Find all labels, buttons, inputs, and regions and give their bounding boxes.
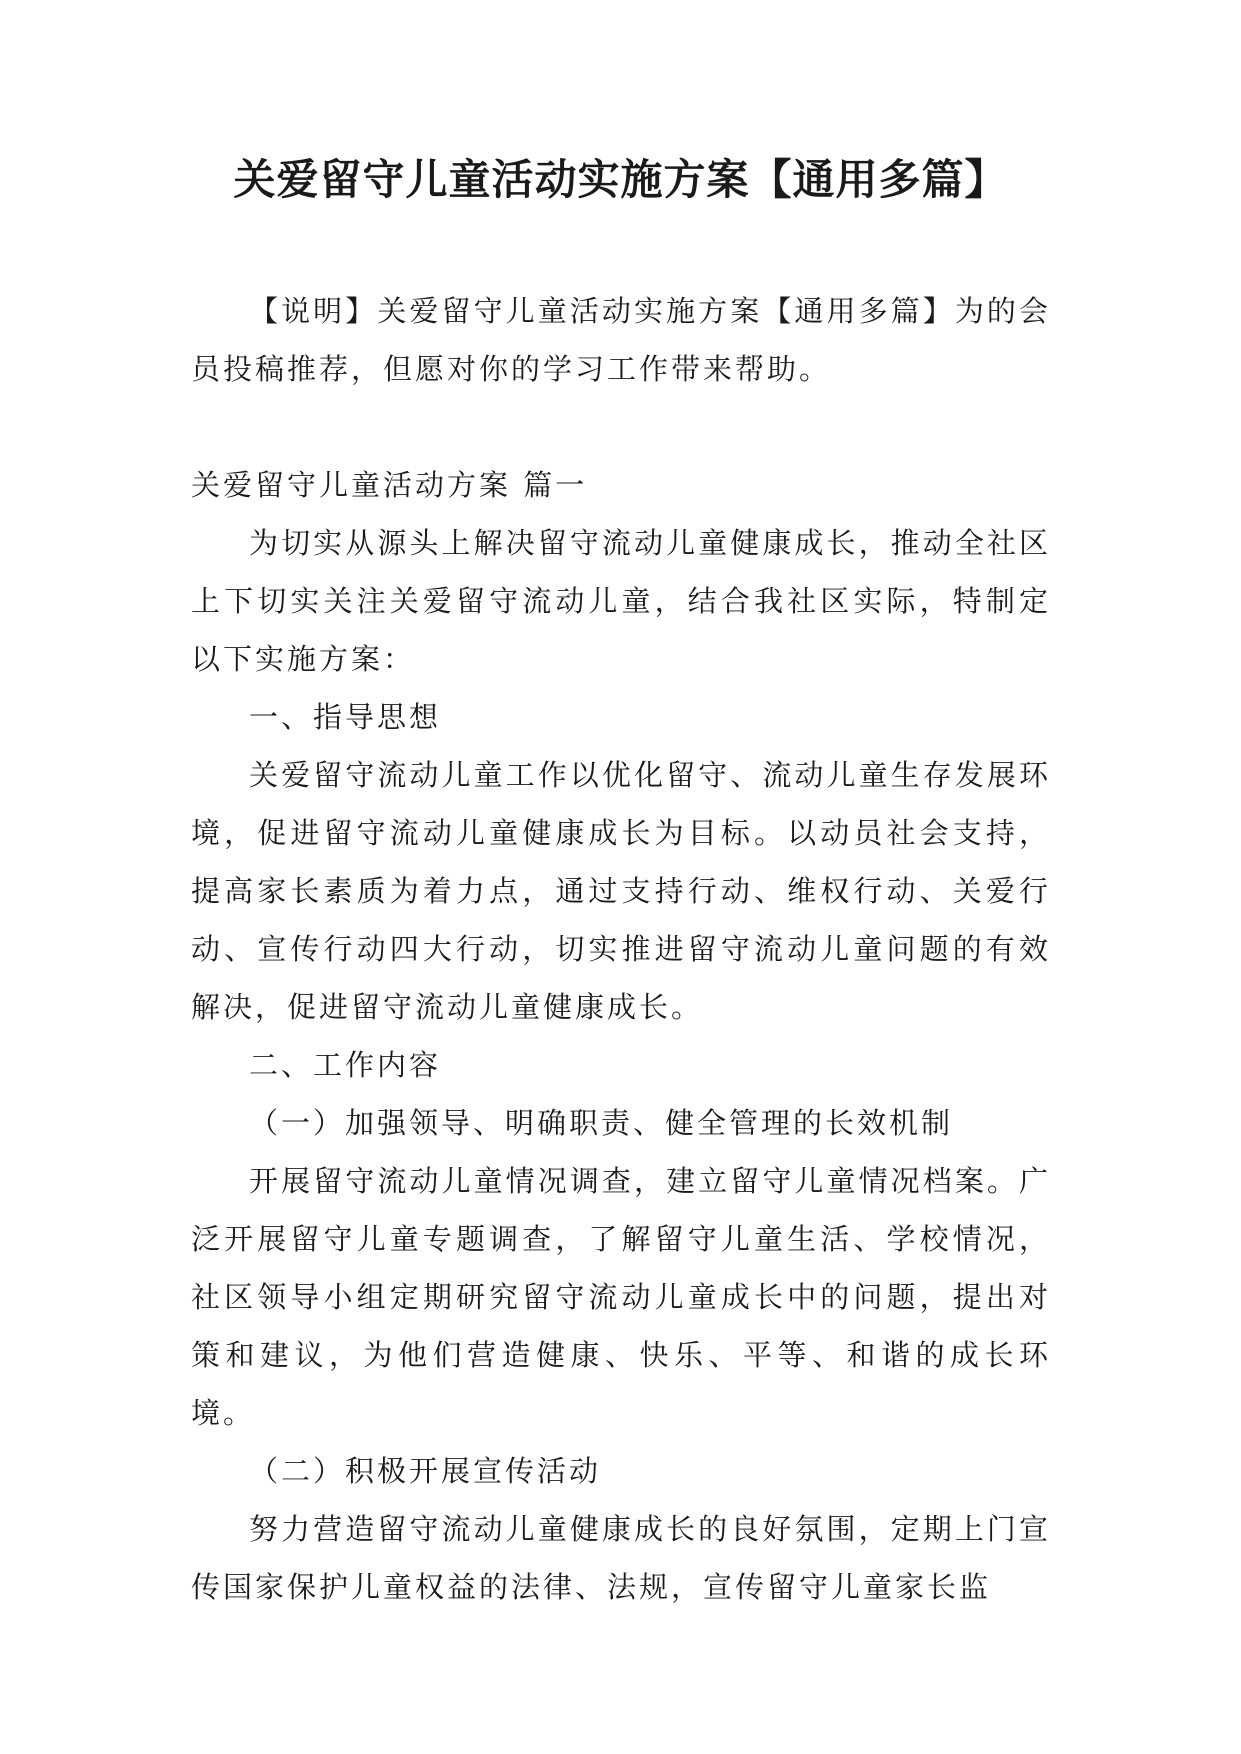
subsection-heading: （一）加强领导、明确职责、健全管理的长效机制 (249, 1106, 954, 1140)
body-paragraph: 关爱留守流动儿童工作以优化留守、流动儿童生存发展环境，促进留守流动儿童健康成长为目标。以动员社会支持，提高家长素质为着力点，通过支持行动、维权行动、关爱行动、宣传行动四大行动，切实推进留守流动儿童问题的有效解决，促进留守流动儿童健康成长。 (191, 758, 1051, 1024)
body-paragraph: 开展留守流动儿童情况调查，建立留守儿童情况档案。广泛开展留守儿童专题调查，了解留守儿童生活、学校情况，社区领导小组定期研究留守流动儿童成长中的问题，提出对策和建议，为他们营造健康、快乐、平等、和谐的成长环境。 (191, 1164, 1051, 1430)
section-heading: 关爱留守儿童活动方案 篇一 (191, 468, 588, 502)
intro-paragraph: 【说明】关爱留守儿童活动实施方案【通用多篇】为的会员投稿推荐，但愿对你的学习工作带来帮助。 (191, 294, 1051, 386)
paragraph-gap (191, 398, 1051, 456)
body-paragraph: 为切实从源头上解决留守流动儿童健康成长，推动全社区上下切实关注关爱留守流动儿童，结合我社区实际，特制定以下实施方案： (191, 526, 1051, 676)
subsection-heading: 二、工作内容 (249, 1048, 442, 1082)
document-title: 关爱留守儿童活动实施方案【通用多篇】 (233, 155, 1008, 204)
subsection-heading: 一、指导思想 (249, 700, 442, 734)
body-paragraph: 努力营造留守流动儿童健康成长的良好氛围，定期上门宣传国家保护儿童权益的法律、法规，宣传留守儿童家长监 (191, 1512, 1051, 1604)
document-body (191, 282, 1051, 1616)
subsection-heading: （二）积极开展宣传活动 (249, 1454, 602, 1488)
